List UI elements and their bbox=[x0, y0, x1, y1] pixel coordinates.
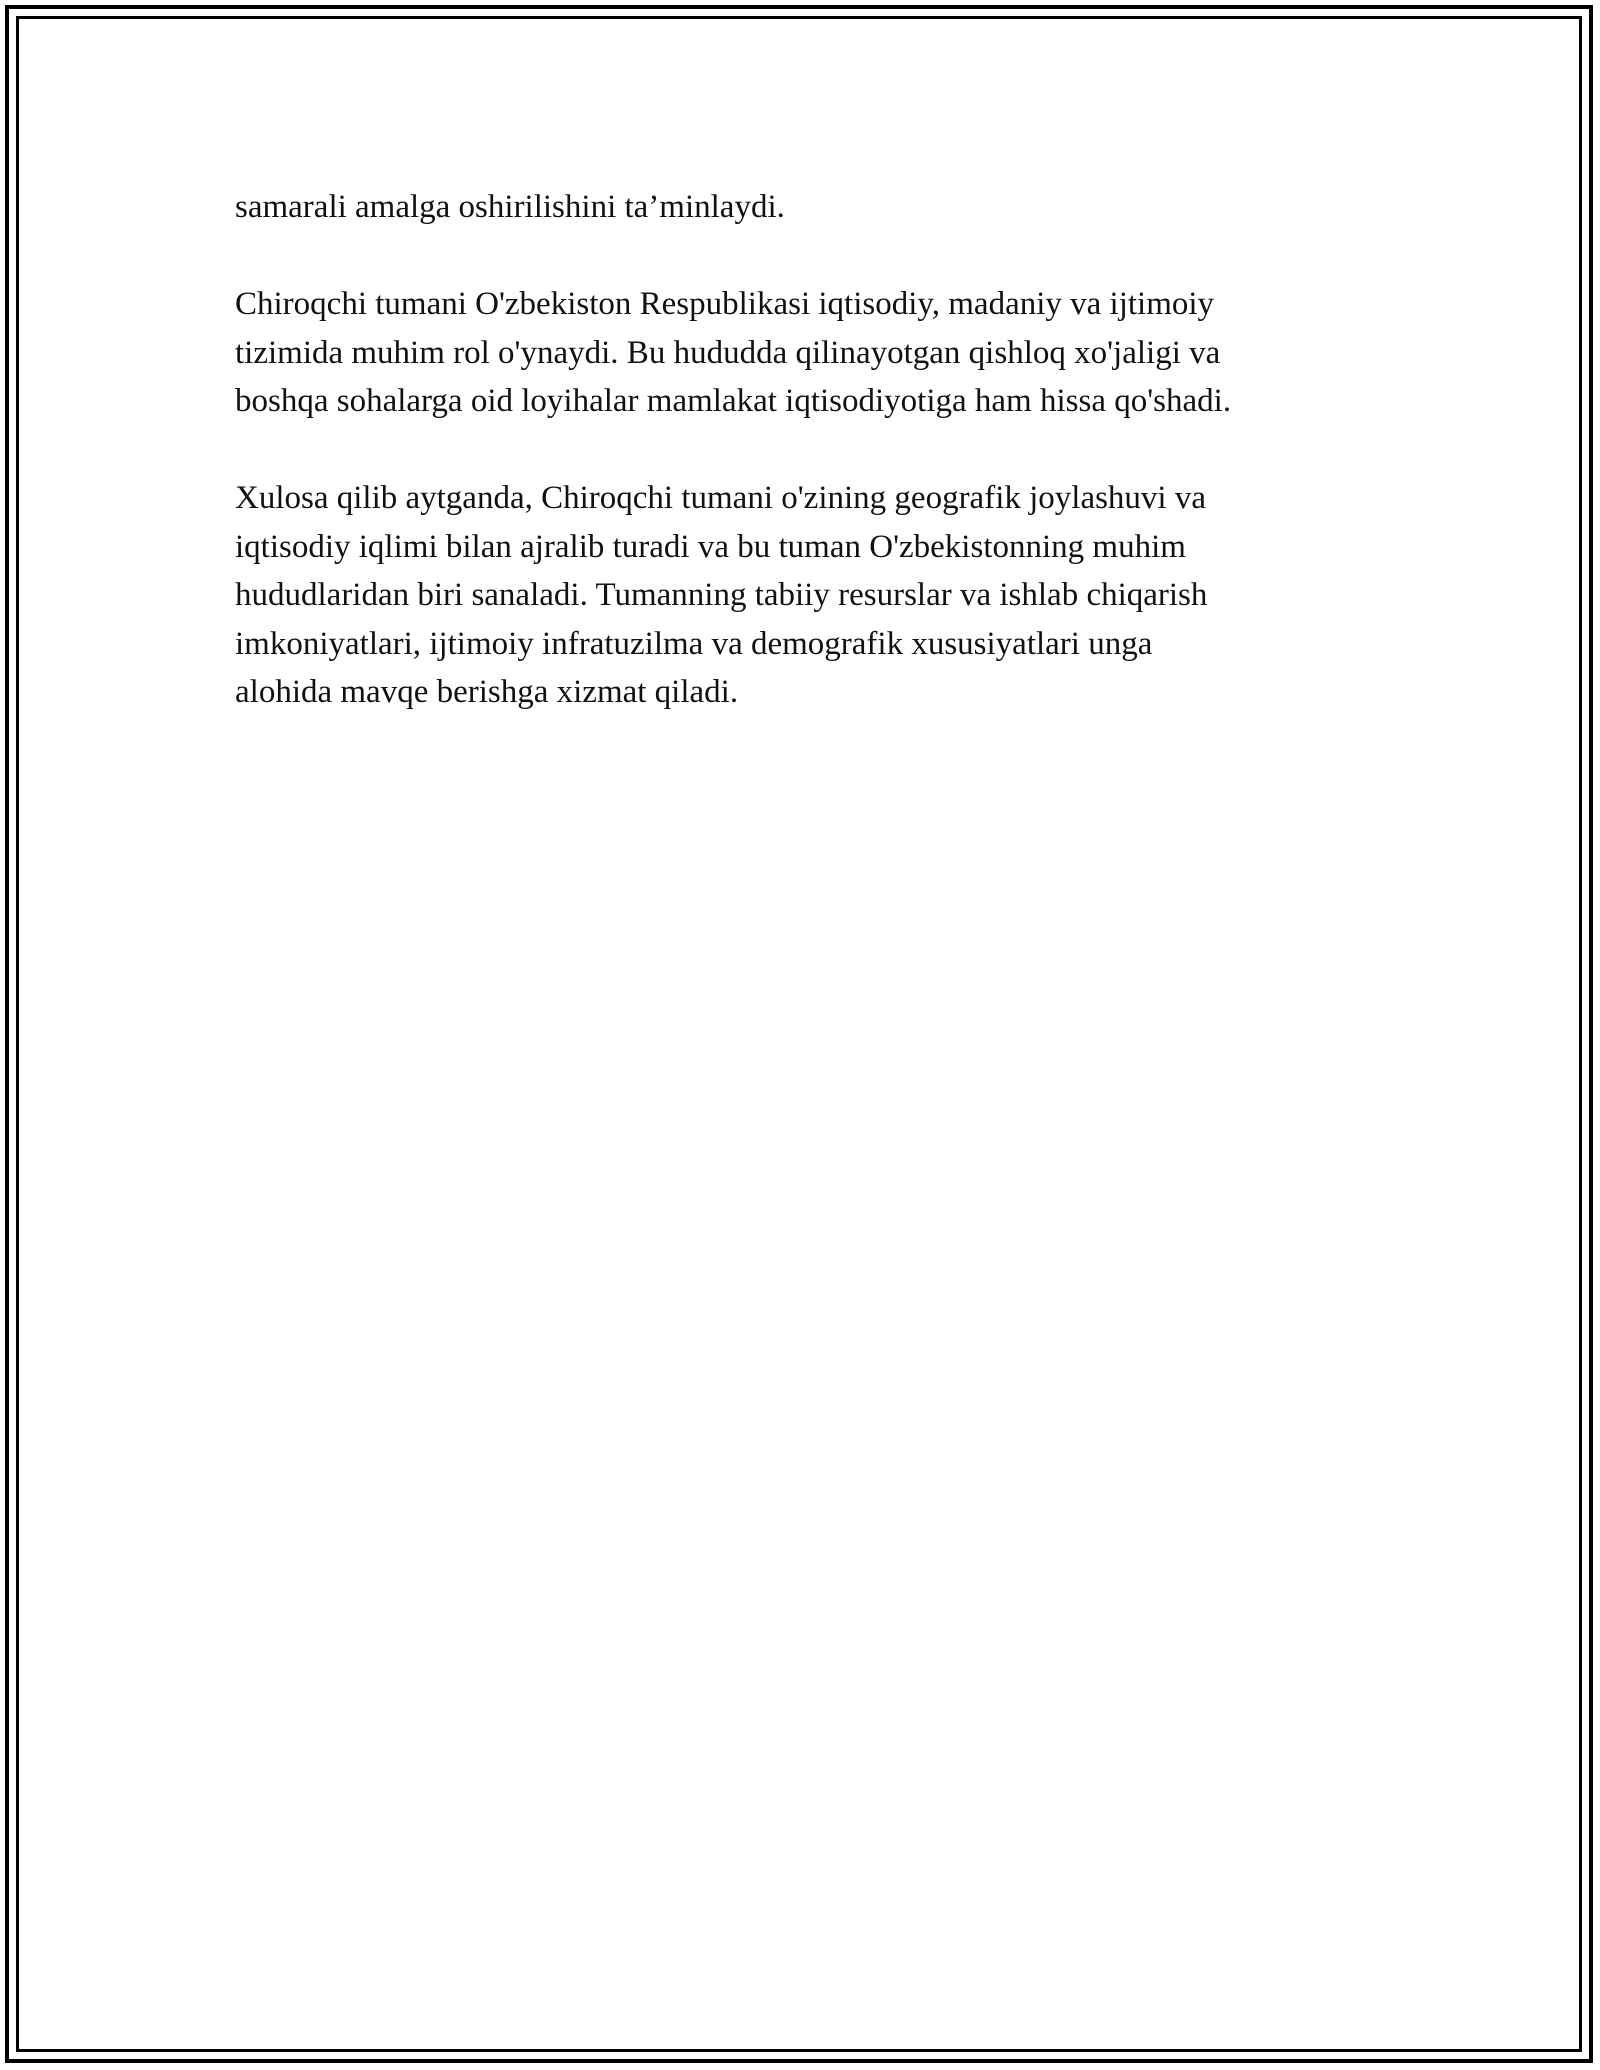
text-line: samarali amalga oshirilishini ta’minlaydi. bbox=[235, 189, 785, 225]
text-line: iqtisodiy iqlimi bilan ajralib turadi va bu tuman O'zbekistonning muhim bbox=[235, 528, 1186, 565]
paragraph-2 bbox=[235, 280, 1375, 426]
text-line: boshqa sohalarga oid loyihalar mamlakat iqtisodiyotiga ham hissa qo'shadi. bbox=[235, 383, 1232, 419]
text-line: Chiroqchi tumani O'zbekiston Respublikasi iqtisodiy, madaniy va ijtimoiy bbox=[235, 286, 1215, 322]
text-line: hududlaridan biri sanaladi. Tumanning tabiiy resurslar va ishlab chiqarish bbox=[235, 577, 1208, 613]
text-line: tizimida muhim rol o'ynaydi. Bu hududda qilinayotgan qishloq xo'jaligi va bbox=[235, 334, 1221, 371]
text-line: alohida mavqe berishga xizmat qiladi. bbox=[235, 674, 739, 710]
text-line: imkoniyatlari, ijtimoiy infratuzilma va demografik xususiyatlari unga bbox=[235, 625, 1153, 662]
paragraph-1 bbox=[235, 183, 1375, 232]
paragraph-3 bbox=[235, 474, 1375, 717]
document-body bbox=[235, 183, 1375, 717]
text-line: Xulosa qilib aytganda, Chiroqchi tumani o'zining geografik joylashuvi va bbox=[235, 480, 1207, 516]
